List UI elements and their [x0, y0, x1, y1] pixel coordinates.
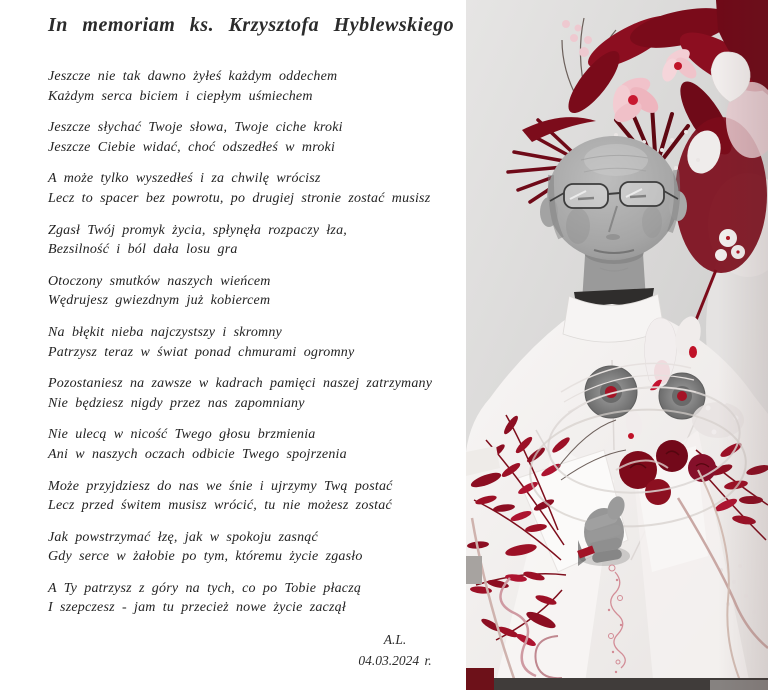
- poem-line: Otoczony smutków naszych wieńcem: [48, 273, 271, 289]
- poem-line: Zgasł Twój promyk życia, spłynęła rozpaczy łza,: [48, 222, 347, 238]
- poem-line: A Ty patrzysz z góry na tych, co po Tobie płaczą: [48, 580, 362, 596]
- poem-stanza: [48, 67, 460, 106]
- poem-line: A może tylko wyszedłeś i za chwilę wrócisz: [48, 171, 321, 187]
- page-title: In memoriam ks. Krzysztofa Hyblewskiego: [48, 14, 455, 36]
- poem-stanza: [48, 169, 460, 208]
- poem-stanza: [48, 374, 460, 413]
- poem-stanza: [48, 579, 460, 618]
- poem-stanza: [48, 221, 460, 260]
- poem-line: I szepczesz - jam tu przecież nowe życie zaczął: [48, 600, 346, 616]
- poem-line: Lecz przed świtem musisz wrócić, tu nie możesz zostać: [48, 498, 392, 514]
- poem-line: Każdym serca biciem i ciepłym uśmiechem: [48, 88, 313, 104]
- poem-stanza: [48, 323, 460, 362]
- signature-date: 04.03.2024 r.: [358, 652, 432, 668]
- poem-line: Nie ulecą w nicość Twego głosu brzmienia: [48, 427, 316, 443]
- poem-stanza: [48, 272, 460, 311]
- poem-stanza: [48, 528, 460, 567]
- signature-block: [310, 630, 480, 672]
- memorial-photo: [466, 0, 768, 690]
- signature-initials: A.L.: [383, 632, 407, 648]
- poem-line: Jak powstrzymać łzę, jak w spokoju zasnąć: [48, 529, 318, 545]
- poem-line: Lecz to spacer bez powrotu, po drugiej stronie zostać musisz: [48, 190, 431, 206]
- poem-line: Pozostaniesz na zawsze w kadrach pamięci naszej zatrzymany: [48, 376, 433, 392]
- poem-line: Jeszcze nie tak dawno żyłeś każdym oddechem: [48, 69, 338, 84]
- poem-line: Bezsilność i ból dała losu gra: [48, 242, 238, 258]
- poem-line: Patrzysz teraz w świat ponad chmurami ogromny: [48, 344, 355, 360]
- poem-stanza: [48, 425, 460, 464]
- poem-line: Na błękit nieba najczystszy i skromny: [48, 324, 282, 340]
- poem-line: Jeszcze Ciebie widać, choć odszedłeś w mroki: [48, 139, 336, 155]
- poem-line: Wędrujesz gwiezdnym już kobiercem: [48, 293, 271, 309]
- photo-column: [466, 0, 768, 690]
- poem-line: Może przyjdziesz do nas we śnie i ujrzymy Twą postać: [48, 478, 393, 494]
- poem-stanza: [48, 477, 460, 516]
- poem-line: Ani w naszych oczach odbicie Twego spojrzenia: [48, 446, 347, 462]
- poem-stanza: [48, 118, 460, 157]
- poem-line: Gdy serce w żałobie po tym, któremu życie zgasło: [48, 549, 363, 565]
- poem-line: Jeszcze słychać Twoje słowa, Twoje ciche kroki: [48, 120, 343, 136]
- poem-line: Nie będziesz nigdy przez nas zapomniany: [48, 395, 305, 411]
